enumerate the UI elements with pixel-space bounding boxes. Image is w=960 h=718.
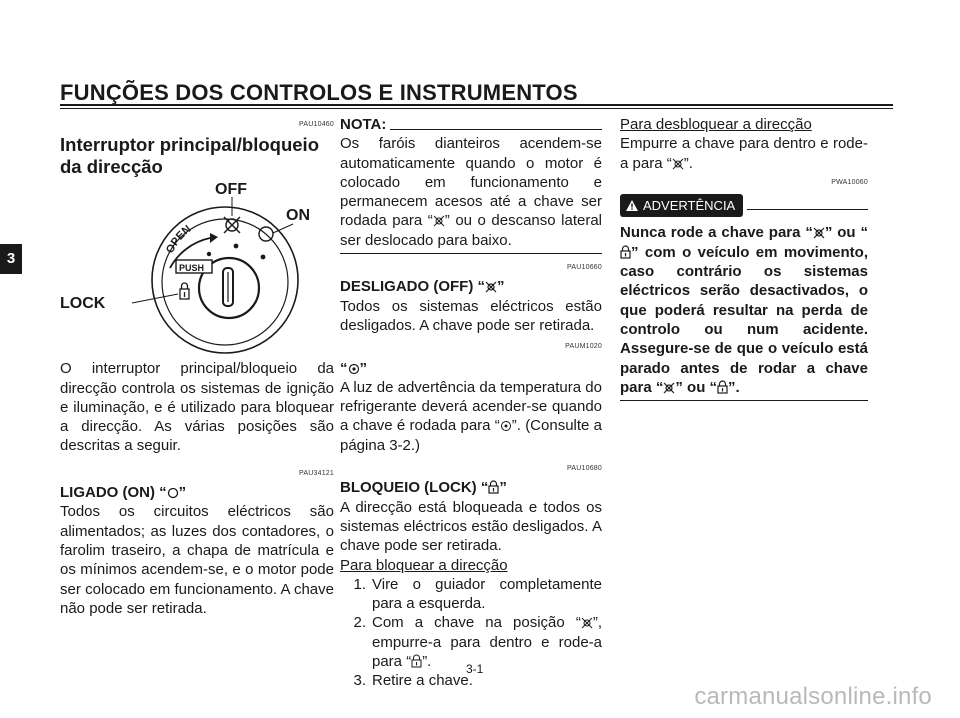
intro-paragraph: O interruptor principal/bloqueio da direcção controla os sistemas de ignição e iluminação, e é utilizado para bloquear a direcção. As várias posições são descritas a seguir. — [60, 360, 334, 455]
list-number: 2. — [353, 614, 366, 632]
push-label: PUSH — [179, 263, 205, 274]
park-symbol-icon — [348, 363, 360, 375]
park-text-post: ”. (Consulte a página 3-2.) — [340, 417, 602, 454]
section-code: PWA10060 — [831, 178, 868, 186]
off-symbol-icon — [485, 281, 497, 293]
park-heading-post: ” — [359, 359, 367, 377]
note-paragraph — [340, 134, 602, 250]
section-code: PAU10460 — [299, 121, 334, 128]
lock-heading-post: ” — [499, 479, 507, 497]
on-label: ON — [286, 207, 310, 225]
watermark: carmanualsonline.info — [694, 683, 932, 710]
note-rule — [390, 129, 602, 130]
page-number: 3-1 — [466, 662, 484, 676]
off-symbol-icon — [813, 227, 825, 239]
warning-badge — [620, 194, 743, 217]
off-symbol-icon — [581, 617, 593, 629]
column-2 — [340, 115, 602, 691]
off-heading-post: ” — [497, 278, 505, 296]
lock-label: LOCK — [60, 295, 106, 313]
header-rule — [60, 104, 893, 106]
on-paragraph: Todos os circuitos eléctricos são alimentados; as luzes dos contadores, o farolim traseiro, a chapa de matrícula e os mínimos acendem-se, e o motor pode ser colocado em funcionamento. A chave não pode ser retirada. — [60, 503, 334, 617]
note-label: NOTA: — [340, 116, 387, 133]
off-label: OFF — [215, 181, 247, 199]
warn-a: Nunca rode a chave para “ — [620, 224, 813, 242]
page-header: FUNÇÕES DOS CONTROLOS E INSTRUMENTOS — [60, 80, 578, 105]
lock-heading — [340, 478, 602, 497]
warning-triangle-icon — [626, 200, 638, 211]
lock-subheading: Para bloquear a direcção — [340, 556, 508, 574]
section-code: PAU10680 — [567, 465, 602, 473]
lock-symbol-icon — [717, 380, 728, 394]
off-symbol-icon — [663, 382, 675, 394]
off-heading — [340, 277, 602, 296]
list-number: 3. — [353, 672, 366, 690]
on-heading-pre: LIGADO (ON) “ — [60, 484, 167, 502]
list-text: Vire o guiador completamente para a esquerda. — [372, 575, 602, 613]
on-heading — [60, 483, 334, 502]
warn-c: ” com o veículo em movimento, caso contrário os sistemas eléctricos serão desactivados, o que poderá resultar na perda de controlo ou num acidente. Assegure-se de que o veículo está parado antes de rodar a chave para “ — [620, 243, 868, 396]
list-number: 1. — [353, 575, 366, 593]
off-symbol-icon — [672, 158, 684, 170]
warning-end-rule — [620, 400, 868, 401]
note-header — [340, 115, 602, 134]
warning-header — [620, 194, 868, 217]
warn-d: ” ou “ — [675, 378, 718, 396]
lock-paragraph: A direcção está bloqueada e todos os sistemas eléctricos estão desligados. A chave pode ser retirada. — [340, 498, 602, 555]
park-symbol-icon — [500, 420, 512, 432]
lock-symbol-icon — [620, 245, 631, 259]
main-switch-diagram — [60, 180, 334, 355]
warn-e: ”. — [728, 378, 740, 396]
list-text — [372, 613, 602, 671]
on-heading-post: ” — [178, 484, 187, 502]
unlock-paragraph — [620, 134, 868, 173]
park-heading-pre: “ — [340, 359, 348, 377]
section-code: PAU10660 — [567, 264, 602, 272]
list-text: Retire a chave. — [372, 672, 473, 690]
on-symbol-icon — [167, 487, 179, 499]
warning-rule — [747, 209, 868, 210]
chapter-tab: 3 — [0, 244, 22, 274]
step2-post: ”. — [422, 653, 432, 671]
note-text-mid: ” ou o descanso lateral ser deslocado para baixo. — [340, 212, 603, 249]
unlock-pre: Empurre a chave para dentro e rode-a para “ — [620, 135, 868, 172]
step2-pre: Com a chave na posição “ — [372, 614, 581, 632]
lock-symbol-icon — [488, 480, 499, 494]
lock-heading-pre: BLOQUEIO (LOCK) “ — [340, 479, 489, 497]
note-end-rule — [340, 253, 602, 254]
unlock-post: ”. — [683, 154, 693, 172]
note-text-pre: Os faróis dianteiros acendem-se automaticamente quando o motor é colocado em funcionamento e permanecem acesos até a chave ser rodada para “ — [340, 135, 602, 230]
off-symbol-icon — [433, 215, 445, 227]
open-label: OPEN — [163, 223, 194, 256]
park-paragraph — [340, 378, 602, 455]
park-heading — [340, 359, 602, 378]
warning-paragraph — [620, 223, 868, 397]
section-code: PAU34121 — [299, 469, 334, 477]
column-1 — [60, 115, 334, 618]
column-3 — [620, 115, 868, 401]
warn-b: ” ou “ — [824, 224, 868, 242]
main-switch-illustration — [60, 180, 334, 355]
section-title: Interruptor principal/bloqueio da direcção — [60, 134, 319, 178]
list-item — [340, 575, 602, 614]
park-text-pre: A luz de advertência da temperatura do refrigerante deverá acender-se quando a chave é rodada para “ — [340, 378, 602, 435]
section-code: PAUM1020 — [565, 343, 602, 351]
off-paragraph: Todos os sistemas eléctricos estão desligados. A chave pode ser retirada. — [340, 297, 602, 334]
warning-label: ADVERTÊNCIA — [643, 198, 736, 214]
unlock-subheading: Para desbloquear a direcção — [620, 116, 812, 133]
off-heading-pre: DESLIGADO (OFF) “ — [340, 278, 485, 296]
header-rule-thin — [60, 108, 893, 109]
step2-mid: ”, empurre-a para dentro e rode-a para “ — [372, 614, 602, 671]
lock-symbol-icon — [411, 654, 422, 668]
